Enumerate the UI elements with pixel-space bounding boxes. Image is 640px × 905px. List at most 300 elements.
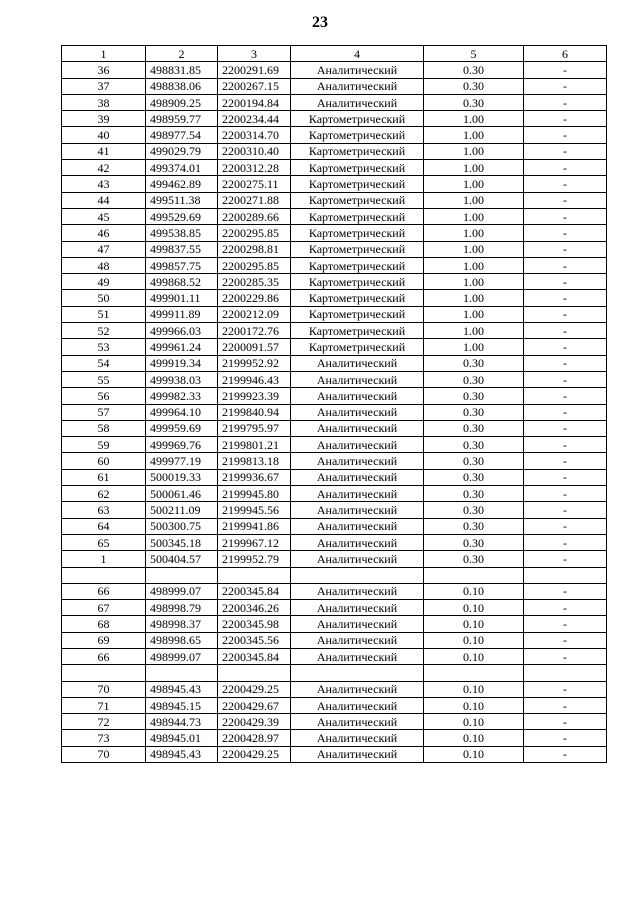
cell-x-coordinate: 498999.07 (146, 648, 218, 664)
cell-method: Аналитический (291, 469, 424, 485)
cell-method: Аналитический (291, 648, 424, 664)
table-row (62, 192, 607, 208)
cell-accuracy: 0.10 (424, 697, 524, 713)
cell-accuracy: 0.10 (424, 730, 524, 746)
cell-x-coordinate: 499511.38 (146, 192, 218, 208)
cell-accuracy: 0.10 (424, 681, 524, 697)
cell-accuracy: 1.00 (424, 143, 524, 159)
cell-note: - (524, 94, 607, 110)
cell-x-coordinate (146, 665, 218, 681)
cell-method: Картометрический (291, 143, 424, 159)
cell-x-coordinate: 499959.69 (146, 420, 218, 436)
cell-x-coordinate: 500345.18 (146, 534, 218, 550)
table-row (62, 274, 607, 290)
cell-accuracy: 1.00 (424, 323, 524, 339)
cell-note: - (524, 746, 607, 762)
cell-x-coordinate: 499529.69 (146, 208, 218, 224)
cell-note: - (524, 192, 607, 208)
cell-note: - (524, 323, 607, 339)
cell-x-coordinate: 499857.75 (146, 257, 218, 273)
cell-accuracy: 0.10 (424, 714, 524, 730)
cell-point-number: 50 (62, 290, 146, 306)
cell-point-number: 37 (62, 78, 146, 94)
cell-point-number: 60 (62, 453, 146, 469)
cell-method: Аналитический (291, 697, 424, 713)
cell-note: - (524, 404, 607, 420)
cell-accuracy (424, 665, 524, 681)
cell-method: Аналитический (291, 583, 424, 599)
cell-method: Картометрический (291, 306, 424, 322)
cell-y-coordinate: 2200172.76 (218, 323, 291, 339)
table-row (62, 323, 607, 339)
table-row (62, 518, 607, 534)
cell-note: - (524, 160, 607, 176)
cell-y-coordinate: 2199813.18 (218, 453, 291, 469)
cell-method: Картометрический (291, 274, 424, 290)
cell-accuracy: 0.30 (424, 420, 524, 436)
cell-x-coordinate: 498831.85 (146, 62, 218, 78)
cell-accuracy: 1.00 (424, 127, 524, 143)
table-row (62, 62, 607, 78)
cell-note: - (524, 648, 607, 664)
cell-point-number: 71 (62, 697, 146, 713)
cell-y-coordinate: 2200314.70 (218, 127, 291, 143)
cell-x-coordinate: 500404.57 (146, 551, 218, 567)
cell-point-number: 67 (62, 600, 146, 616)
cell-note: - (524, 208, 607, 224)
cell-method: Аналитический (291, 388, 424, 404)
cell-note: - (524, 306, 607, 322)
cell-x-coordinate: 498998.65 (146, 632, 218, 648)
cell-accuracy: 1.00 (424, 339, 524, 355)
cell-accuracy: 0.30 (424, 534, 524, 550)
cell-y-coordinate (218, 665, 291, 681)
cell-point-number: 62 (62, 486, 146, 502)
table-row (62, 616, 607, 632)
cell-accuracy: 1.00 (424, 225, 524, 241)
cell-point-number: 68 (62, 616, 146, 632)
cell-point-number: 45 (62, 208, 146, 224)
cell-method: Аналитический (291, 502, 424, 518)
cell-x-coordinate: 498945.43 (146, 746, 218, 762)
cell-x-coordinate: 500300.75 (146, 518, 218, 534)
cell-x-coordinate: 498945.15 (146, 697, 218, 713)
table-row (62, 697, 607, 713)
cell-x-coordinate: 499901.11 (146, 290, 218, 306)
cell-point-number (62, 567, 146, 583)
cell-x-coordinate: 500061.46 (146, 486, 218, 502)
cell-method: Аналитический (291, 62, 424, 78)
table-row (62, 225, 607, 241)
cell-y-coordinate: 2199795.97 (218, 420, 291, 436)
table-row (62, 404, 607, 420)
cell-y-coordinate: 2200310.40 (218, 143, 291, 159)
cell-note: - (524, 241, 607, 257)
cell-note: - (524, 534, 607, 550)
cell-method: Картометрический (291, 290, 424, 306)
cell-x-coordinate: 499966.03 (146, 323, 218, 339)
cell-point-number: 63 (62, 502, 146, 518)
cell-note: - (524, 143, 607, 159)
cell-y-coordinate: 2200295.85 (218, 257, 291, 273)
table-row (62, 290, 607, 306)
cell-method: Аналитический (291, 551, 424, 567)
cell-x-coordinate: 500019.33 (146, 469, 218, 485)
cell-x-coordinate: 498998.37 (146, 616, 218, 632)
cell-note: - (524, 437, 607, 453)
cell-y-coordinate: 2200229.86 (218, 290, 291, 306)
cell-method: Аналитический (291, 746, 424, 762)
cell-point-number: 49 (62, 274, 146, 290)
cell-accuracy (424, 567, 524, 583)
cell-accuracy: 0.30 (424, 355, 524, 371)
cell-method: Аналитический (291, 78, 424, 94)
cell-y-coordinate: 2199946.43 (218, 371, 291, 387)
cell-x-coordinate: 498977.54 (146, 127, 218, 143)
cell-accuracy: 0.10 (424, 746, 524, 762)
table-row (62, 371, 607, 387)
cell-accuracy: 0.10 (424, 616, 524, 632)
cell-point-number: 59 (62, 437, 146, 453)
cell-x-coordinate: 498999.07 (146, 583, 218, 599)
cell-point-number: 70 (62, 681, 146, 697)
cell-x-coordinate: 499911.89 (146, 306, 218, 322)
cell-accuracy: 0.30 (424, 371, 524, 387)
cell-accuracy: 0.30 (424, 486, 524, 502)
cell-point-number: 58 (62, 420, 146, 436)
cell-x-coordinate: 498959.77 (146, 111, 218, 127)
cell-x-coordinate: 499969.76 (146, 437, 218, 453)
cell-point-number: 48 (62, 257, 146, 273)
cell-accuracy: 1.00 (424, 160, 524, 176)
cell-accuracy: 0.30 (424, 453, 524, 469)
cell-point-number: 44 (62, 192, 146, 208)
cell-note: - (524, 583, 607, 599)
cell-point-number: 66 (62, 583, 146, 599)
cell-point-number: 52 (62, 323, 146, 339)
cell-note: - (524, 290, 607, 306)
cell-point-number: 65 (62, 534, 146, 550)
cell-note: - (524, 551, 607, 567)
table-row (62, 420, 607, 436)
cell-point-number: 53 (62, 339, 146, 355)
cell-y-coordinate: 2200234.44 (218, 111, 291, 127)
table-row (62, 486, 607, 502)
cell-note: - (524, 355, 607, 371)
cell-y-coordinate: 2199941.86 (218, 518, 291, 534)
cell-note: - (524, 714, 607, 730)
cell-accuracy: 0.30 (424, 502, 524, 518)
cell-note: - (524, 486, 607, 502)
cell-y-coordinate: 2200312.28 (218, 160, 291, 176)
cell-x-coordinate: 499977.19 (146, 453, 218, 469)
table-row (62, 632, 607, 648)
cell-method: Аналитический (291, 534, 424, 550)
cell-method: Аналитический (291, 94, 424, 110)
cell-accuracy: 1.00 (424, 274, 524, 290)
header-col-6: 6 (524, 46, 607, 62)
cell-method: Картометрический (291, 241, 424, 257)
table-row (62, 241, 607, 257)
cell-note (524, 665, 607, 681)
cell-accuracy: 1.00 (424, 208, 524, 224)
cell-note: - (524, 225, 607, 241)
cell-y-coordinate: 2200267.15 (218, 78, 291, 94)
cell-accuracy: 1.00 (424, 241, 524, 257)
cell-note: - (524, 697, 607, 713)
cell-x-coordinate (146, 567, 218, 583)
table-row (62, 681, 607, 697)
cell-accuracy: 0.10 (424, 600, 524, 616)
cell-method: Аналитический (291, 371, 424, 387)
header-row (62, 46, 607, 62)
table-row (62, 583, 607, 599)
cell-point-number (62, 665, 146, 681)
cell-note: - (524, 176, 607, 192)
cell-y-coordinate (218, 567, 291, 583)
cell-y-coordinate: 2200091.57 (218, 339, 291, 355)
table-row (62, 388, 607, 404)
cell-point-number: 57 (62, 404, 146, 420)
cell-y-coordinate: 2199952.92 (218, 355, 291, 371)
table-row (62, 600, 607, 616)
cell-y-coordinate: 2200289.66 (218, 208, 291, 224)
table-row (62, 127, 607, 143)
cell-y-coordinate: 2200429.25 (218, 746, 291, 762)
table-header (62, 46, 607, 62)
cell-y-coordinate: 2200275.11 (218, 176, 291, 192)
cell-method: Аналитический (291, 518, 424, 534)
cell-y-coordinate: 2199801.21 (218, 437, 291, 453)
cell-point-number: 61 (62, 469, 146, 485)
cell-note: - (524, 127, 607, 143)
cell-y-coordinate: 2199967.12 (218, 534, 291, 550)
cell-accuracy: 1.00 (424, 257, 524, 273)
cell-accuracy: 1.00 (424, 192, 524, 208)
header-col-1: 1 (62, 46, 146, 62)
table-row (62, 208, 607, 224)
table-row (62, 176, 607, 192)
cell-method: Аналитический (291, 714, 424, 730)
cell-x-coordinate: 499538.85 (146, 225, 218, 241)
cell-x-coordinate: 499029.79 (146, 143, 218, 159)
cell-x-coordinate: 499374.01 (146, 160, 218, 176)
header-col-2: 2 (146, 46, 218, 62)
table-row (62, 469, 607, 485)
cell-note: - (524, 371, 607, 387)
cell-method: Картометрический (291, 176, 424, 192)
cell-point-number: 66 (62, 648, 146, 664)
cell-point-number: 39 (62, 111, 146, 127)
header-col-3: 3 (218, 46, 291, 62)
cell-note: - (524, 518, 607, 534)
cell-method: Аналитический (291, 730, 424, 746)
cell-y-coordinate: 2200345.84 (218, 648, 291, 664)
cell-y-coordinate: 2200346.26 (218, 600, 291, 616)
table-row (62, 94, 607, 110)
cell-point-number: 51 (62, 306, 146, 322)
cell-y-coordinate: 2199945.80 (218, 486, 291, 502)
table-row (62, 339, 607, 355)
cell-method: Аналитический (291, 420, 424, 436)
cell-point-number: 41 (62, 143, 146, 159)
cell-point-number: 73 (62, 730, 146, 746)
cell-method: Картометрический (291, 257, 424, 273)
cell-y-coordinate: 2200345.98 (218, 616, 291, 632)
page-number: 23 (312, 14, 328, 31)
cell-accuracy: 1.00 (424, 111, 524, 127)
cell-y-coordinate: 2199936.67 (218, 469, 291, 485)
table-row (62, 257, 607, 273)
cell-note: - (524, 600, 607, 616)
cell-note: - (524, 78, 607, 94)
cell-point-number: 1 (62, 551, 146, 567)
cell-accuracy: 0.10 (424, 648, 524, 664)
cell-point-number: 47 (62, 241, 146, 257)
cell-y-coordinate: 2199945.56 (218, 502, 291, 518)
cell-accuracy: 0.30 (424, 94, 524, 110)
table-row (62, 534, 607, 550)
cell-method: Аналитический (291, 486, 424, 502)
cell-point-number: 40 (62, 127, 146, 143)
table-row (62, 437, 607, 453)
cell-x-coordinate: 499837.55 (146, 241, 218, 257)
cell-note: - (524, 339, 607, 355)
cell-note: - (524, 616, 607, 632)
table-row (62, 714, 607, 730)
cell-x-coordinate: 498945.01 (146, 730, 218, 746)
cell-y-coordinate: 2199923.39 (218, 388, 291, 404)
cell-method: Аналитический (291, 616, 424, 632)
cell-x-coordinate: 499868.52 (146, 274, 218, 290)
cell-method: Картометрический (291, 160, 424, 176)
cell-method: Аналитический (291, 600, 424, 616)
cell-accuracy: 0.30 (424, 437, 524, 453)
table-row (62, 502, 607, 518)
cell-point-number: 56 (62, 388, 146, 404)
cell-point-number: 54 (62, 355, 146, 371)
cell-note (524, 567, 607, 583)
table-row (62, 551, 607, 567)
cell-point-number: 64 (62, 518, 146, 534)
cell-note: - (524, 274, 607, 290)
cell-method: Аналитический (291, 437, 424, 453)
cell-x-coordinate: 498944.73 (146, 714, 218, 730)
cell-method: Картометрический (291, 323, 424, 339)
cell-method: Аналитический (291, 404, 424, 420)
cell-y-coordinate: 2200345.84 (218, 583, 291, 599)
table-row (62, 648, 607, 664)
header-col-5: 5 (424, 46, 524, 62)
cell-method (291, 665, 424, 681)
cell-method: Картометрический (291, 225, 424, 241)
cell-x-coordinate: 499938.03 (146, 371, 218, 387)
cell-point-number: 43 (62, 176, 146, 192)
cell-x-coordinate: 498998.79 (146, 600, 218, 616)
cell-y-coordinate: 2200212.09 (218, 306, 291, 322)
cell-x-coordinate: 499982.33 (146, 388, 218, 404)
cell-note: - (524, 62, 607, 78)
cell-accuracy: 0.30 (424, 388, 524, 404)
header-col-4: 4 (291, 46, 424, 62)
cell-method: Картометрический (291, 208, 424, 224)
cell-point-number: 72 (62, 714, 146, 730)
cell-accuracy: 0.30 (424, 78, 524, 94)
cell-accuracy: 0.10 (424, 632, 524, 648)
cell-note: - (524, 632, 607, 648)
cell-method: Аналитический (291, 453, 424, 469)
cell-note: - (524, 453, 607, 469)
table-row (62, 78, 607, 94)
cell-x-coordinate: 499961.24 (146, 339, 218, 355)
cell-y-coordinate: 2200429.25 (218, 681, 291, 697)
cell-note: - (524, 469, 607, 485)
cell-method: Картометрический (291, 339, 424, 355)
cell-note: - (524, 420, 607, 436)
cell-accuracy: 0.30 (424, 551, 524, 567)
table-row (62, 306, 607, 322)
cell-accuracy: 1.00 (424, 306, 524, 322)
table-row (62, 143, 607, 159)
cell-accuracy: 0.30 (424, 518, 524, 534)
table-row (62, 160, 607, 176)
table-row (62, 730, 607, 746)
cell-x-coordinate: 498909.25 (146, 94, 218, 110)
cell-y-coordinate: 2200429.67 (218, 697, 291, 713)
table-row (62, 746, 607, 762)
cell-method (291, 567, 424, 583)
cell-x-coordinate: 499462.89 (146, 176, 218, 192)
cell-accuracy: 1.00 (424, 176, 524, 192)
cell-method: Картометрический (291, 127, 424, 143)
cell-y-coordinate: 2199952.79 (218, 551, 291, 567)
cell-method: Картометрический (291, 192, 424, 208)
table-row (62, 567, 607, 583)
cell-y-coordinate: 2200298.81 (218, 241, 291, 257)
cell-y-coordinate: 2200291.69 (218, 62, 291, 78)
cell-method: Аналитический (291, 355, 424, 371)
cell-x-coordinate: 499964.10 (146, 404, 218, 420)
cell-x-coordinate: 499919.34 (146, 355, 218, 371)
cell-point-number: 70 (62, 746, 146, 762)
cell-y-coordinate: 2200428.97 (218, 730, 291, 746)
cell-note: - (524, 111, 607, 127)
cell-x-coordinate: 498945.43 (146, 681, 218, 697)
cell-accuracy: 0.10 (424, 583, 524, 599)
cell-y-coordinate: 2200285.35 (218, 274, 291, 290)
table-row (62, 665, 607, 681)
cell-accuracy: 0.30 (424, 62, 524, 78)
cell-y-coordinate: 2200345.56 (218, 632, 291, 648)
cell-y-coordinate: 2200295.85 (218, 225, 291, 241)
cell-method: Аналитический (291, 632, 424, 648)
table-row (62, 453, 607, 469)
cell-method: Картометрический (291, 111, 424, 127)
cell-y-coordinate: 2200194.84 (218, 94, 291, 110)
cell-note: - (524, 730, 607, 746)
cell-x-coordinate: 498838.06 (146, 78, 218, 94)
cell-method: Аналитический (291, 681, 424, 697)
cell-y-coordinate: 2199840.94 (218, 404, 291, 420)
cell-point-number: 46 (62, 225, 146, 241)
cell-point-number: 36 (62, 62, 146, 78)
cell-accuracy: 0.30 (424, 469, 524, 485)
cell-x-coordinate: 500211.09 (146, 502, 218, 518)
cell-y-coordinate: 2200429.39 (218, 714, 291, 730)
table-body (62, 62, 607, 763)
cell-note: - (524, 681, 607, 697)
coordinates-table (61, 45, 607, 763)
